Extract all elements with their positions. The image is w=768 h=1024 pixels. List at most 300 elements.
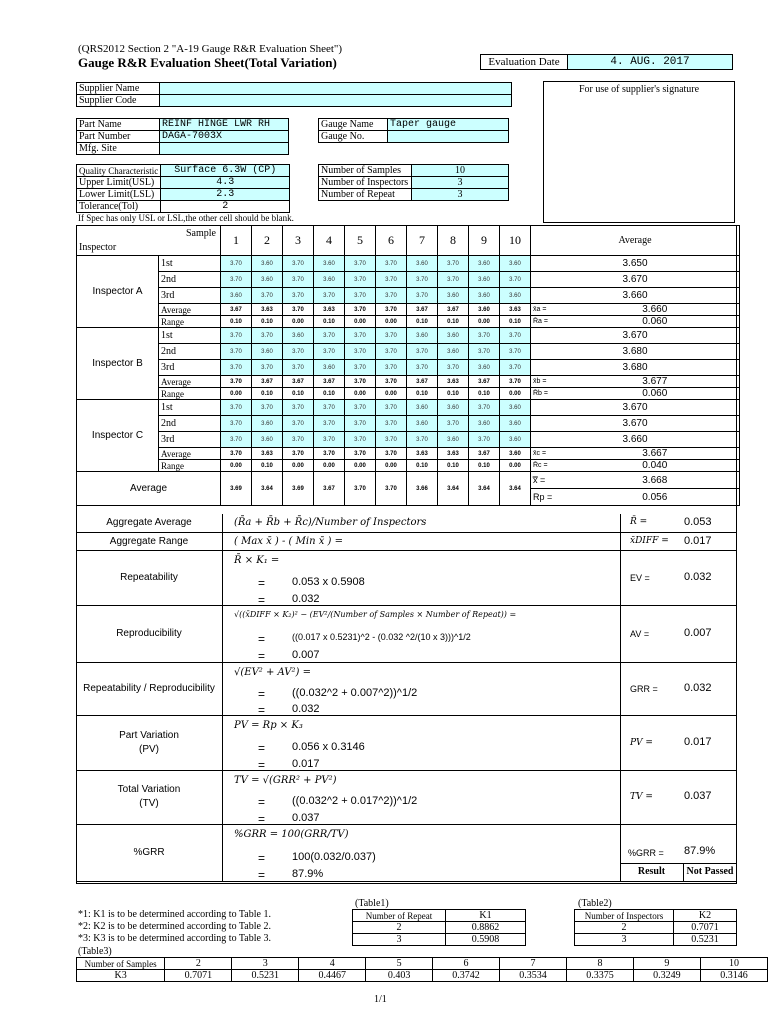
measurement-cell[interactable]: 3.70 <box>345 432 376 448</box>
sample-average: 3.70 <box>221 376 252 388</box>
equals-sign: = <box>258 795 266 810</box>
measurement-cell[interactable]: 3.60 <box>500 432 531 448</box>
result-label: Result <box>637 866 666 877</box>
tv-result: 0.037 <box>292 812 320 825</box>
calc-row-repro <box>76 606 737 663</box>
measurement-cell[interactable]: 3.70 <box>345 288 376 304</box>
supplier-code-label: Supplier Code <box>77 95 160 107</box>
inspector-avg-symbol: x̄c = <box>531 448 571 460</box>
eval-date-value[interactable]: 4. AUG. 2017 <box>568 55 733 70</box>
mfg-site-label: Mfg. Site <box>77 143 160 155</box>
sample-range: 0.00 <box>221 460 252 472</box>
trial-label: 2nd <box>159 416 221 432</box>
measurement-cell[interactable]: 3.60 <box>469 416 500 432</box>
measurement-cell[interactable]: 3.70 <box>345 256 376 272</box>
sample-average: 3.67 <box>469 376 500 388</box>
measurement-cell[interactable]: 3.60 <box>469 360 500 376</box>
measurement-cell[interactable]: 3.70 <box>469 400 500 416</box>
sample-range: 0.00 <box>221 388 252 400</box>
overall-sample-average: 3.66 <box>407 472 438 506</box>
measurement-cell[interactable]: 3.70 <box>283 256 314 272</box>
measurement-cell[interactable]: 3.70 <box>314 416 345 432</box>
measurement-cell[interactable]: 3.70 <box>221 416 252 432</box>
measurement-cell[interactable]: 3.70 <box>438 360 469 376</box>
equals-sign: = <box>258 812 266 827</box>
measurement-cell[interactable]: 3.70 <box>500 272 531 288</box>
measurement-cell[interactable]: 3.70 <box>500 328 531 344</box>
measurement-cell[interactable]: 3.60 <box>252 432 283 448</box>
measurement-cell[interactable]: 3.70 <box>252 288 283 304</box>
sample-range: 0.00 <box>345 316 376 328</box>
part-table <box>76 118 289 155</box>
trial-label: 2nd <box>159 344 221 360</box>
repro-formula: √((x̄DIFF × K₂)² − (EV²/(Number of Samples × Number of Repeat)) = <box>234 610 517 619</box>
overall-sample-average: 3.69 <box>283 472 314 506</box>
equals-sign: = <box>258 757 266 772</box>
separator <box>620 606 621 663</box>
inspector-range-value: 0.060 <box>571 316 740 328</box>
measurement-cell[interactable]: 3.60 <box>438 400 469 416</box>
pv-formula: PV = Rp × K₃ <box>234 720 303 731</box>
measurement-cell[interactable]: 3.70 <box>500 360 531 376</box>
eval-date-label: Evaluation Date <box>481 55 568 70</box>
measurement-cell[interactable]: 3.60 <box>500 256 531 272</box>
note-3: *3: K3 is to be determined according to Table 3. <box>78 933 271 944</box>
measurement-cell[interactable]: 3.70 <box>376 416 407 432</box>
sample-average: 3.70 <box>376 304 407 316</box>
measurement-cell[interactable]: 3.70 <box>438 416 469 432</box>
table3-h1: Number of Samples <box>77 958 165 970</box>
measurement-cell[interactable]: 3.70 <box>283 360 314 376</box>
sample-range: 0.10 <box>314 388 345 400</box>
trial-average: 3.670 <box>531 400 740 416</box>
measurement-cell[interactable]: 3.70 <box>407 344 438 360</box>
table1-caption: (Table1) <box>355 898 389 909</box>
calc-row-rep <box>76 551 737 606</box>
separator <box>620 663 621 716</box>
trial-label: 1st <box>159 328 221 344</box>
part-number-label: Part Number <box>77 131 160 143</box>
sample-average: 3.63 <box>438 376 469 388</box>
tv-label-sub: (TV) <box>139 798 159 809</box>
measurement-cell[interactable]: 3.70 <box>407 272 438 288</box>
separator <box>222 551 223 606</box>
sample-average: 3.70 <box>376 376 407 388</box>
tv-label: Total Variation <box>117 784 181 795</box>
sample-range: 0.10 <box>407 460 438 472</box>
table2-n2: 2 <box>575 922 674 934</box>
inspector-range-symbol: R̄b = <box>531 388 571 400</box>
supplier-name-label: Supplier Name <box>77 83 160 95</box>
equals-sign: = <box>258 631 266 646</box>
equals-sign: = <box>258 740 266 755</box>
sample-average: 3.60 <box>500 448 531 460</box>
pgrr-label: %GRR <box>133 846 165 858</box>
trial-average: 3.660 <box>531 432 740 448</box>
measurement-cell[interactable]: 3.60 <box>407 256 438 272</box>
tv-formula: TV = √(GRR² + PV²) <box>234 775 337 786</box>
measurement-cell[interactable]: 3.70 <box>376 272 407 288</box>
separator <box>620 514 621 533</box>
inspector-header: Inspector <box>79 242 117 253</box>
average-row-label: Average <box>159 304 221 316</box>
measurement-cell[interactable]: 3.70 <box>283 432 314 448</box>
overall-sample-average: 3.64 <box>500 472 531 506</box>
measurement-cell[interactable]: 3.70 <box>345 272 376 288</box>
measurement-cell[interactable]: 3.60 <box>469 272 500 288</box>
measurement-cell[interactable]: 3.70 <box>376 360 407 376</box>
agg_range-value: 0.017 <box>684 535 712 547</box>
sample-range: 0.10 <box>252 460 283 472</box>
sample-range: 0.10 <box>438 460 469 472</box>
signature-box[interactable] <box>543 81 735 223</box>
sample-range: 0.00 <box>469 316 500 328</box>
separator <box>620 771 621 825</box>
rp-symbol: Rp = <box>531 489 571 506</box>
sample-average: 3.70 <box>345 448 376 460</box>
rep-formula: R̄ × K₁ = <box>234 555 280 566</box>
measurement-cell[interactable]: 3.70 <box>283 288 314 304</box>
reference-line: (QRS2012 Section 2 "A-19 Gauge R&R Evaluation Sheet") <box>78 43 343 55</box>
trial-average: 3.670 <box>531 416 740 432</box>
measurement-cell[interactable]: 3.70 <box>438 272 469 288</box>
measurement-cell[interactable]: 3.70 <box>376 344 407 360</box>
separator <box>222 606 223 663</box>
measurement-cell[interactable]: 3.70 <box>283 416 314 432</box>
sample-col-header: 3 <box>283 226 314 256</box>
table3-n: 2 <box>165 958 232 970</box>
sample-col-header: 8 <box>438 226 469 256</box>
measurement-cell[interactable]: 3.70 <box>376 288 407 304</box>
rep-result: 0.032 <box>292 592 320 605</box>
measurement-cell[interactable]: 3.70 <box>500 344 531 360</box>
agg_range-label: Aggregate Range <box>109 536 189 547</box>
table3-k: 0.7071 <box>165 970 232 982</box>
measurement-cell[interactable]: 3.60 <box>438 344 469 360</box>
repro-label: Reproducibility <box>116 627 182 639</box>
sample-range: 0.10 <box>469 388 500 400</box>
equals-sign: = <box>258 868 266 883</box>
range-row-label: Range <box>159 388 221 400</box>
sample-average: 3.70 <box>283 448 314 460</box>
measurement-cell[interactable]: 3.70 <box>221 256 252 272</box>
pgrr-formula: %GRR = 100(GRR/TV) <box>234 829 349 840</box>
sample-range: 0.00 <box>283 316 314 328</box>
table2-h1: Number of Inspectors <box>575 910 674 922</box>
inspector-range-symbol: R̄c = <box>531 460 571 472</box>
measurement-cell[interactable]: 3.60 <box>314 272 345 288</box>
measurement-cell[interactable]: 3.70 <box>314 400 345 416</box>
repeat-field[interactable]: 3 <box>412 189 509 201</box>
measurement-cell[interactable]: 3.60 <box>252 416 283 432</box>
measurement-cell[interactable]: 3.60 <box>221 288 252 304</box>
measurement-cell[interactable]: 3.60 <box>438 288 469 304</box>
gauge-no-field[interactable] <box>388 131 509 143</box>
gauge-name-field[interactable]: Taper gauge <box>388 119 509 131</box>
measurement-cell[interactable]: 3.60 <box>407 400 438 416</box>
measurement-cell[interactable]: 3.70 <box>221 272 252 288</box>
separator <box>222 716 223 771</box>
overall-sample-average: 3.67 <box>314 472 345 506</box>
overall-average-label: Average <box>77 472 221 506</box>
measurement-cell[interactable]: 3.70 <box>376 400 407 416</box>
spec-note: If Spec has only USL or LSL,the other cell should be blank. <box>78 213 294 223</box>
calc-row-pgrr <box>76 825 737 882</box>
sample-range: 0.10 <box>252 388 283 400</box>
measurement-cell[interactable]: 3.60 <box>407 416 438 432</box>
calc-row-pv <box>76 716 737 771</box>
trial-label: 3rd <box>159 288 221 304</box>
table3-k: 0.403 <box>366 970 433 982</box>
sample-col-header: 1 <box>221 226 252 256</box>
table3-n: 9 <box>633 958 700 970</box>
gauge-table <box>318 118 509 143</box>
equals-sign: = <box>258 703 266 718</box>
measurement-cell[interactable]: 3.70 <box>314 288 345 304</box>
sample-average: 3.70 <box>345 376 376 388</box>
sample-col-header: 10 <box>500 226 531 256</box>
measurement-cell[interactable]: 3.70 <box>407 360 438 376</box>
measurement-cell[interactable]: 3.60 <box>500 288 531 304</box>
measurement-cell[interactable]: 3.60 <box>314 360 345 376</box>
measurement-cell[interactable]: 3.60 <box>252 344 283 360</box>
table3-k: 0.3742 <box>432 970 499 982</box>
measurement-cell[interactable]: 3.60 <box>407 328 438 344</box>
xbar-value: 3.668 <box>571 472 740 489</box>
measurement-cell[interactable]: 3.70 <box>221 344 252 360</box>
separator <box>620 551 621 606</box>
measurement-cell[interactable]: 3.70 <box>283 400 314 416</box>
table1-n3: 3 <box>353 934 446 946</box>
sample-range: 0.00 <box>376 460 407 472</box>
sample-average: 3.67 <box>407 376 438 388</box>
sample-col-header: 6 <box>376 226 407 256</box>
average-col-header: Average <box>531 226 740 256</box>
pgrr-substitution: 100(0.032/0.037) <box>292 850 376 863</box>
measurement-cell[interactable]: 3.70 <box>345 344 376 360</box>
measurement-cell[interactable]: 3.70 <box>376 432 407 448</box>
table3-k: 0.3375 <box>566 970 633 982</box>
sample-average: 3.70 <box>345 304 376 316</box>
measurement-cell[interactable]: 3.70 <box>407 288 438 304</box>
pgrr-symbol: %GRR = <box>628 848 664 858</box>
table3 <box>76 957 768 982</box>
measurement-cell[interactable]: 3.70 <box>469 328 500 344</box>
supplier-code-field[interactable] <box>160 95 512 107</box>
result-value: Not Passed <box>686 866 734 877</box>
separator <box>620 533 621 551</box>
measurement-cell[interactable]: 3.70 <box>252 360 283 376</box>
supplier-table <box>76 82 512 107</box>
measurement-cell[interactable]: 3.70 <box>345 416 376 432</box>
calc-row-tv <box>76 771 737 825</box>
overall-sample-average: 3.64 <box>252 472 283 506</box>
supplier-name-field[interactable] <box>160 83 512 95</box>
sample-range: 0.00 <box>314 460 345 472</box>
table2 <box>574 909 737 946</box>
measurement-cell[interactable]: 3.70 <box>314 432 345 448</box>
table3-n: 10 <box>700 958 767 970</box>
sample-range: 0.10 <box>314 316 345 328</box>
sample-average: 3.67 <box>407 304 438 316</box>
measurement-cell[interactable]: 3.60 <box>283 328 314 344</box>
measurement-cell[interactable]: 3.70 <box>345 328 376 344</box>
measurement-cell[interactable]: 3.70 <box>345 400 376 416</box>
part-number-field[interactable]: DAGA-7003X <box>160 131 289 143</box>
measurement-cell[interactable]: 3.60 <box>469 256 500 272</box>
sample-average: 3.63 <box>252 304 283 316</box>
trial-average: 3.680 <box>531 360 740 376</box>
measurement-cell[interactable]: 3.70 <box>469 432 500 448</box>
sample-col-header: 9 <box>469 226 500 256</box>
table3-n: 3 <box>232 958 299 970</box>
table3-caption: (Table3) <box>78 946 112 957</box>
sample-range: 0.10 <box>407 388 438 400</box>
inspector-avg-symbol: x̄b = <box>531 376 571 388</box>
measurement-cell[interactable]: 3.70 <box>252 400 283 416</box>
sample-average: 3.63 <box>438 448 469 460</box>
samples-label: Number of Samples <box>319 165 412 177</box>
rep-value: 0.032 <box>684 570 712 583</box>
lsl-field[interactable]: 2.3 <box>161 189 290 201</box>
sample-average: 3.70 <box>314 448 345 460</box>
part-name-field[interactable]: REINF HINGE LWR RH <box>160 119 289 131</box>
inspectors-field[interactable]: 3 <box>412 177 509 189</box>
measurement-cell[interactable]: 3.70 <box>407 432 438 448</box>
measurement-cell[interactable]: 3.60 <box>438 328 469 344</box>
mfg-site-field[interactable] <box>160 143 289 155</box>
usl-field[interactable]: 4.3 <box>161 177 290 189</box>
note-1: *1: K1 is to be determined according to Table 1. <box>78 909 271 920</box>
rep-symbol: EV = <box>630 572 650 583</box>
table3-n: 6 <box>432 958 499 970</box>
measurement-cell[interactable]: 3.70 <box>283 272 314 288</box>
tv-value: 0.037 <box>684 790 712 802</box>
repro-symbol: AV = <box>630 628 650 639</box>
measurement-cell[interactable]: 3.60 <box>500 400 531 416</box>
measurement-cell[interactable]: 3.70 <box>345 360 376 376</box>
repro-value: 0.007 <box>684 626 712 639</box>
measurement-cell[interactable]: 3.60 <box>469 288 500 304</box>
notes <box>78 909 271 945</box>
overall-sample-average: 3.64 <box>469 472 500 506</box>
inspector-name: Inspector A <box>77 256 159 328</box>
table2-k3: 0.5231 <box>674 934 737 946</box>
sample-col-header: 5 <box>345 226 376 256</box>
sample-range: 0.10 <box>438 316 469 328</box>
sample-header: Sample <box>186 228 216 239</box>
page-number: 1/1 <box>374 994 387 1005</box>
overall-sample-average: 3.70 <box>376 472 407 506</box>
sample-average: 3.67 <box>314 376 345 388</box>
measurement-cell[interactable]: 3.60 <box>438 432 469 448</box>
inspector-range-symbol: R̄a = <box>531 316 571 328</box>
measurement-cell[interactable]: 3.70 <box>283 344 314 360</box>
sample-average: 3.63 <box>252 448 283 460</box>
sample-range: 0.00 <box>283 460 314 472</box>
trial-label: 2nd <box>159 272 221 288</box>
inspector-range-value: 0.040 <box>571 460 740 472</box>
agg_avg-label: Aggregate Average <box>106 517 192 528</box>
sample-range: 0.10 <box>438 388 469 400</box>
average-row-label: Average <box>159 376 221 388</box>
measurement-cell[interactable]: 3.70 <box>221 328 252 344</box>
measurement-cell[interactable]: 3.60 <box>252 272 283 288</box>
sample-average: 3.67 <box>438 304 469 316</box>
table3-h2: K3 <box>77 970 165 982</box>
overall-sample-average: 3.64 <box>438 472 469 506</box>
table1-k2: 0.8862 <box>446 922 526 934</box>
inspectors-label: Number of Inspectors <box>319 177 412 189</box>
spec-table <box>76 164 290 213</box>
grr-formula: √(EV² + AV²) = <box>234 667 311 678</box>
measurement-cell[interactable]: 3.60 <box>314 256 345 272</box>
trial-average: 3.660 <box>531 288 740 304</box>
sample-col-header: 2 <box>252 226 283 256</box>
sample-average: 3.67 <box>283 376 314 388</box>
sample-range: 0.00 <box>345 460 376 472</box>
sample-range: 0.00 <box>345 388 376 400</box>
sample-average: 3.63 <box>407 448 438 460</box>
table3-k: 0.3146 <box>700 970 767 982</box>
samples-field[interactable]: 10 <box>412 165 509 177</box>
grr-symbol: GRR = <box>630 683 658 694</box>
measurement-cell[interactable]: 3.70 <box>221 360 252 376</box>
separator <box>222 771 223 825</box>
pv-label-sub: (PV) <box>139 743 159 755</box>
repeat-label: Number of Repeat <box>319 189 412 201</box>
note-2: *2: K2 is to be determined according to Table 2. <box>78 921 271 932</box>
measurement-cell[interactable]: 3.70 <box>221 400 252 416</box>
calc-row-grr <box>76 663 737 716</box>
measurement-cell[interactable]: 3.70 <box>314 328 345 344</box>
table1-h1: Number of Repeat <box>353 910 446 922</box>
measurement-cell[interactable]: 3.70 <box>314 344 345 360</box>
measurement-cell[interactable]: 3.70 <box>252 328 283 344</box>
signature-label: For use of supplier's signature <box>578 84 700 95</box>
separator <box>222 663 223 716</box>
measurement-cell[interactable]: 3.70 <box>221 432 252 448</box>
sample-average: 3.67 <box>221 304 252 316</box>
agg_avg-symbol: R̄ = <box>630 517 648 527</box>
agg_avg-formula: (R̄a + R̄b + R̄c)/Number of Inspectors <box>234 517 427 528</box>
trial-average: 3.680 <box>531 344 740 360</box>
grr-result: 0.032 <box>292 703 320 716</box>
measurement-cell[interactable]: 3.70 <box>469 344 500 360</box>
xbar-symbol: x̿ = <box>531 472 571 489</box>
measurement-cell[interactable]: 3.70 <box>376 256 407 272</box>
table2-n3: 3 <box>575 934 674 946</box>
measurement-cell[interactable]: 3.70 <box>376 328 407 344</box>
pv-value: 0.017 <box>684 735 712 748</box>
trial-average: 3.670 <box>531 328 740 344</box>
qc-field[interactable]: Surface 6.3W (CP) <box>161 165 290 177</box>
sample-range: 0.00 <box>376 316 407 328</box>
sample-average: 3.70 <box>500 376 531 388</box>
measurement-cell[interactable]: 3.60 <box>252 256 283 272</box>
tol-label: Tolerance(Tol) <box>77 201 161 213</box>
trial-average: 3.670 <box>531 272 740 288</box>
calc-row-agg_range <box>76 533 737 551</box>
inspector-range-value: 0.060 <box>571 388 740 400</box>
usl-label: Upper Limit(USL) <box>77 177 161 189</box>
pgrr-value: 87.9% <box>684 845 716 857</box>
measurement-cell[interactable]: 3.60 <box>500 416 531 432</box>
measurement-cell[interactable]: 3.70 <box>438 256 469 272</box>
table3-n: 8 <box>566 958 633 970</box>
trial-label: 1st <box>159 400 221 416</box>
sample-range: 0.10 <box>500 316 531 328</box>
